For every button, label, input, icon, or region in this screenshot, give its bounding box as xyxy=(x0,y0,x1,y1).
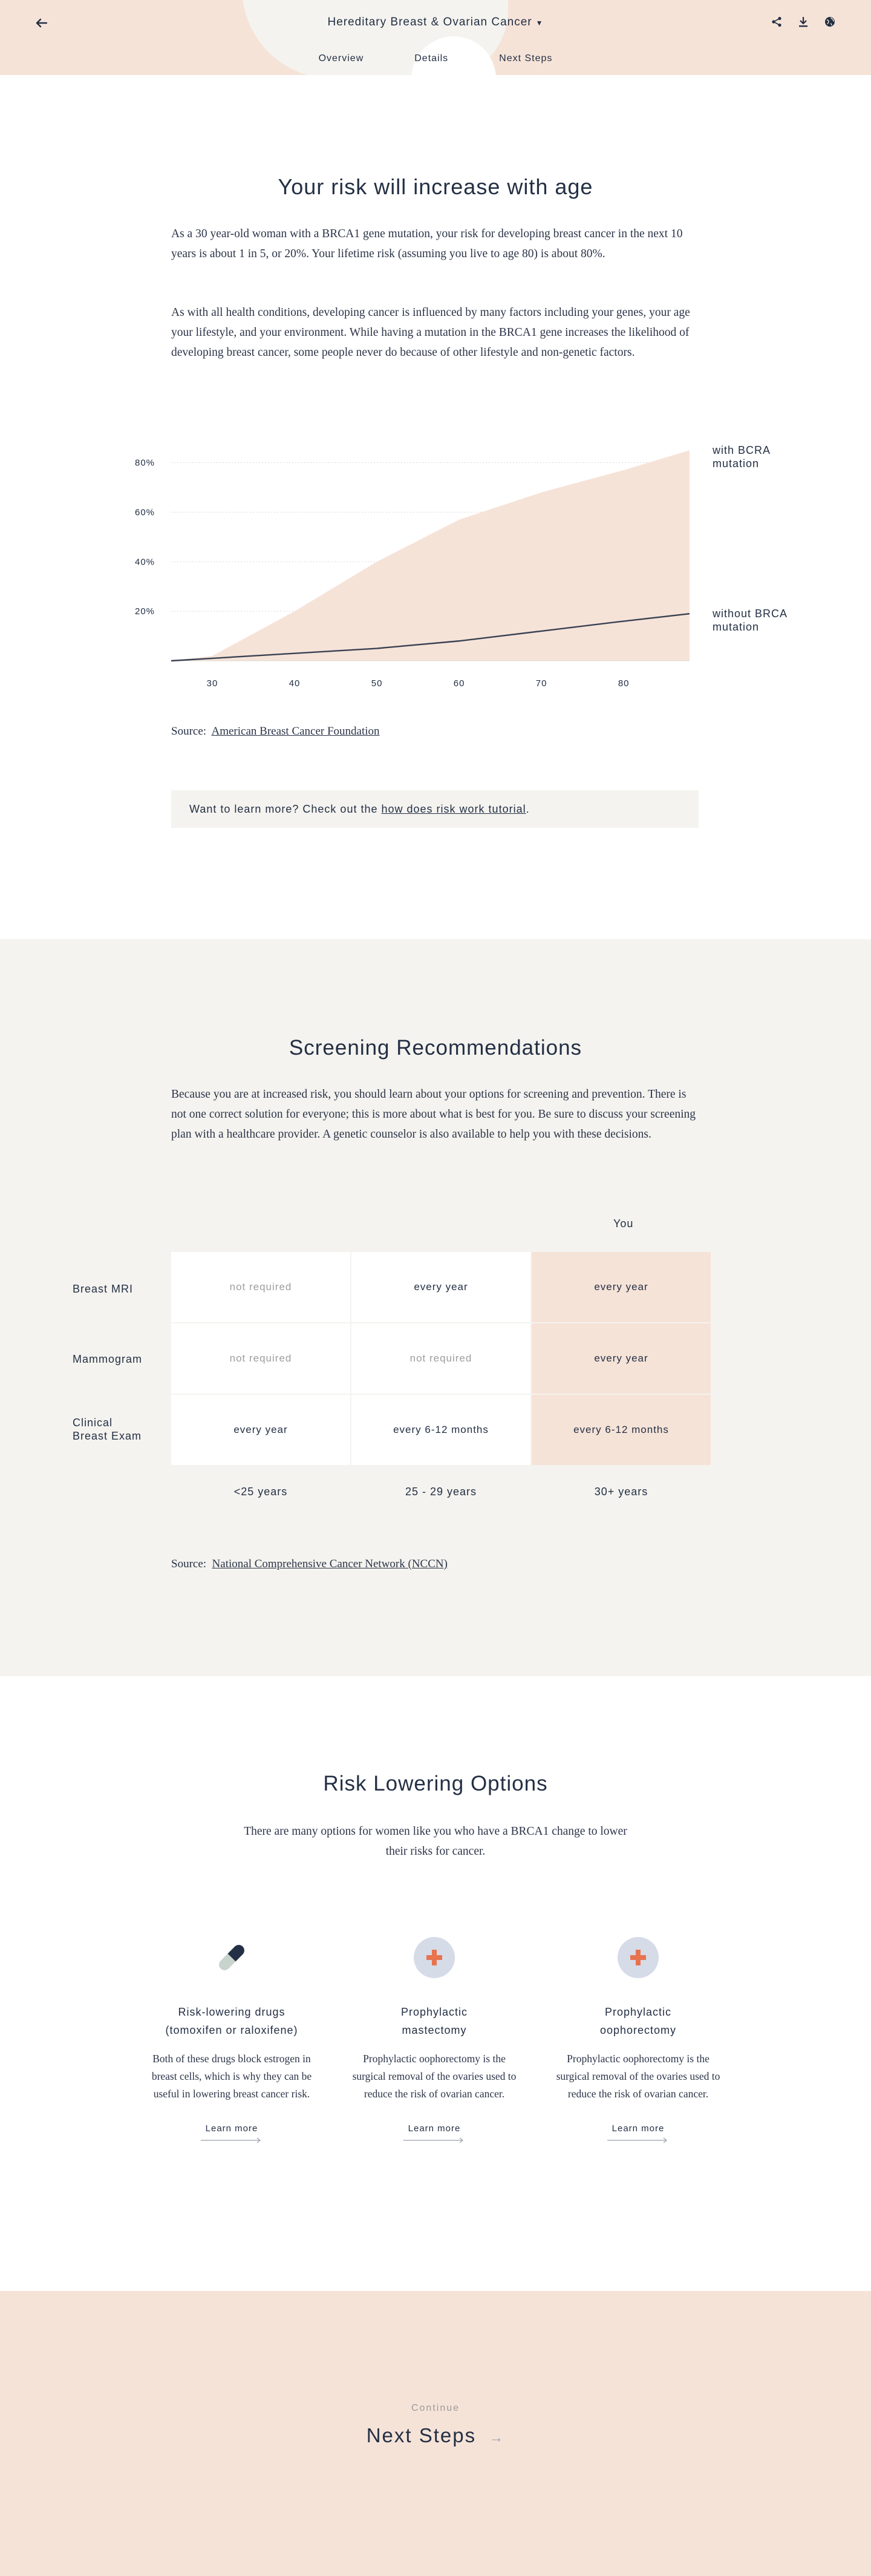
option-heading: Prophylactic mastectomy xyxy=(400,2006,468,2036)
column-label-under-25: <25 years xyxy=(233,1486,288,1498)
next-steps-section xyxy=(0,2291,871,2576)
table-cell-you: every 6-12 months xyxy=(532,1395,711,1465)
globe-icon xyxy=(824,16,835,27)
arrow-right-icon xyxy=(403,2137,465,2143)
series-label-without-mutation-line1: without BRCA xyxy=(713,608,788,620)
share-button[interactable] xyxy=(769,13,784,30)
screening-paragraph: Because you are at increased risk, you should learn about your options for screening and prevention. There is not one correct solution for everyone; this is more about what is best for you. Be sure to discuss your screening plan with a healthcare provider. A genetic counselor is also available to help you with these decisions. xyxy=(171,1088,696,1141)
series-label-without-mutation-line2: mutation xyxy=(713,621,760,634)
download-icon xyxy=(798,16,808,27)
share-icon xyxy=(771,16,782,27)
arrow-right-icon: → xyxy=(489,2430,505,2446)
row-label-mammogram: Mammogram xyxy=(73,1353,143,1365)
table-cell: not required xyxy=(351,1323,530,1394)
y-tick-label: 60% xyxy=(135,507,155,518)
table-cell: every 6-12 months xyxy=(351,1395,530,1465)
option-heading: Risk-lowering drugs (tomoxifen or raloxifene) xyxy=(165,2006,298,2036)
tab-next-steps[interactable]: Next Steps xyxy=(499,53,553,64)
you-column-label: You xyxy=(613,1218,634,1230)
screening-section xyxy=(0,939,871,1676)
table-cell-you: every year xyxy=(532,1323,711,1394)
series-label-with-mutation-line2: mutation xyxy=(713,457,760,470)
risk-section-title: Your risk will increase with age xyxy=(278,174,593,199)
risk-lowering-paragraph: There are many options for women like you who have a BRCA1 change to lower their risks for cancer. xyxy=(244,1825,627,1858)
tab-overview[interactable]: Overview xyxy=(318,53,364,64)
chart-source xyxy=(171,725,380,738)
source-link-nccn[interactable]: National Comprehensive Cancer Network (NCCN) xyxy=(212,1558,448,1570)
x-tick-label: 30 xyxy=(206,678,218,689)
option-heading: Prophylactic oophorectomy xyxy=(599,2006,677,2036)
next-steps-button[interactable] xyxy=(0,2424,871,2447)
risk-paragraph-2: As with all health conditions, developing cancer is influenced by many factors including your genes, your age your lifestyle, and your environment. While having a mutation in the BRCA1 gene increases the likelihood of developing breast cancer, some people never do because of other lifestyle and non-genetic factors. xyxy=(171,306,690,359)
language-button[interactable] xyxy=(823,13,837,30)
learn-more-link-drugs[interactable]: Learn more xyxy=(201,2123,263,2143)
arrow-right-icon xyxy=(607,2137,669,2143)
page-title-dropdown[interactable] xyxy=(0,16,871,29)
screening-title: Screening Recommendations xyxy=(289,1036,582,1060)
option-card-drugs xyxy=(141,1936,322,2143)
screening-source xyxy=(171,1558,448,1571)
with-mutation-area xyxy=(171,450,690,661)
option-description: Both of these drugs block estrogen in breast cells, which is why they can be useful in lowering breast cancer risk. xyxy=(151,2053,312,2100)
top-navigation-bar xyxy=(0,0,871,75)
tab-details[interactable]: Details xyxy=(414,53,449,64)
option-card-mastectomy xyxy=(344,1936,525,2143)
risk-paragraph-1: As a 30 year-old woman with a BRCA1 gene mutation, your risk for developing breast cancer in the next 10 years is about 1 in 5, or 20%. Your lifetime risk (assuming you live to age 80) is about 80%. xyxy=(171,228,683,260)
x-tick-label: 70 xyxy=(535,678,547,689)
y-tick-label: 40% xyxy=(135,557,155,568)
column-label-30-plus: 30+ years xyxy=(594,1486,648,1498)
column-label-25-29: 25 - 29 years xyxy=(405,1486,477,1498)
source-label: Source: xyxy=(171,1558,207,1570)
source-link-abcf[interactable]: American Breast Cancer Foundation xyxy=(211,725,380,738)
source-label: Source: xyxy=(171,725,207,738)
learn-more-period: . xyxy=(526,802,530,815)
arrow-right-icon xyxy=(201,2137,263,2143)
next-steps-label: Next Steps xyxy=(366,2424,477,2447)
table-cell: every year xyxy=(171,1395,350,1465)
continue-label: Continue xyxy=(411,2403,460,2413)
series-label-with-mutation-line1: with BCRA xyxy=(713,444,771,457)
option-description: Prophylactic oophorectomy is the surgical removal of the ovaries used to reduce the risk of ovarian cancer. xyxy=(352,2053,517,2100)
learn-more-callout xyxy=(171,790,699,828)
y-tick-label: 20% xyxy=(135,606,155,617)
page-title: Hereditary Breast & Ovarian Cancer xyxy=(327,16,532,28)
table-cell-you: every year xyxy=(532,1252,711,1322)
chevron-down-icon: ▼ xyxy=(535,19,544,27)
y-tick-label: 80% xyxy=(135,457,155,468)
table-cell: not required xyxy=(171,1252,350,1322)
learn-more-text: Want to learn more? Check out the xyxy=(189,802,378,815)
pill-capsule-icon xyxy=(210,1936,253,1979)
row-label-breast-mri: Breast MRI xyxy=(73,1283,134,1295)
download-button[interactable] xyxy=(796,13,811,30)
medical-cross-icon xyxy=(413,1936,455,1979)
table-cell: every year xyxy=(351,1252,530,1322)
table-cell: not required xyxy=(171,1323,350,1394)
x-tick-label: 50 xyxy=(371,678,383,689)
risk-lowering-title: Risk Lowering Options xyxy=(323,1772,548,1795)
x-tick-label: 80 xyxy=(618,678,630,689)
option-description: Prophylactic oophorectomy is the surgical removal of the ovaries used to reduce the risk of ovarian cancer. xyxy=(556,2053,720,2100)
option-card-oophorectomy xyxy=(547,1936,729,2143)
row-label-clinical-breast-exam: Clinical Breast Exam xyxy=(73,1417,142,1442)
learn-more-link-oophorectomy[interactable]: Learn more xyxy=(607,2123,669,2143)
x-tick-label: 60 xyxy=(453,678,465,689)
medical-cross-icon xyxy=(617,1936,659,1979)
risk-tutorial-link[interactable]: how does risk work tutorial xyxy=(381,802,526,815)
risk-by-age-chart xyxy=(109,424,823,708)
x-tick-label: 40 xyxy=(289,678,301,689)
learn-more-link-mastectomy[interactable]: Learn more xyxy=(403,2123,465,2143)
